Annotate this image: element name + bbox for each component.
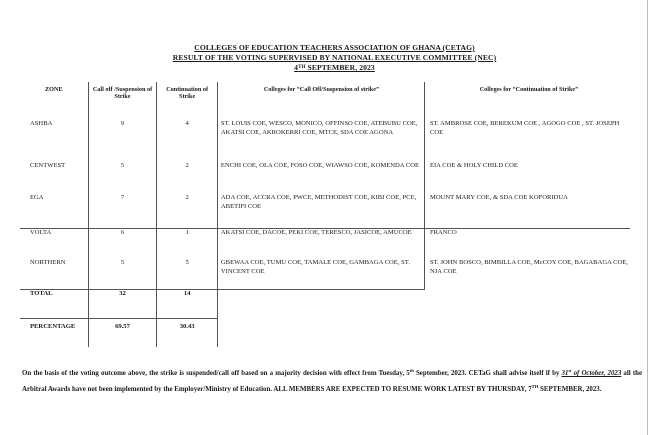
note-part-1: On the basis of the voting outcome above, the strike is suspended/call off based on a majority decision with effect from Tuesday, 5	[22, 370, 410, 377]
total-empty-cell	[424, 290, 630, 319]
col-calloff-colleges-header: Colleges for “Call Off/Suspension of strike”	[217, 82, 424, 120]
calloff-colleges-cell: ST. LOUIS COE, WESCO, MONICO, OFFINSO COE, ATEBUBU COE, AKATSI COE, AKROKERRI COE, MTCE, SDA COE AGONA	[217, 120, 424, 162]
percentage-row	[20, 319, 630, 348]
calloff-count-cell: 9	[88, 120, 157, 162]
continuation-count-cell: 5	[157, 259, 218, 290]
deadline-day: 31	[561, 370, 569, 377]
table-row	[20, 229, 630, 260]
deadline-rest: of October, 2023	[571, 370, 622, 377]
table-header-row	[20, 82, 630, 120]
org-title: COLLEGES OF EDUCATION TEACHERS ASSOCIATION OF GHANA (CETAG)	[194, 43, 475, 52]
percentage-calloff: 69.57	[88, 319, 157, 348]
col-cont-colleges-header: Colleges for “Continuation of Strike”	[479, 86, 579, 93]
calloff-count-cell: 7	[88, 194, 157, 229]
zone-cell: NORTHERN	[20, 259, 88, 290]
table-row	[20, 120, 630, 162]
note-sup-2: TH	[531, 384, 539, 389]
cont-colleges-cell: ST. AMBROSE COE, BEREKUM COE , AGOGO COE , ST. JOSEPH COE	[429, 120, 620, 136]
table-row	[20, 162, 630, 194]
col-zone-header: ZONE	[20, 82, 88, 120]
col-continuation-header: Continuation of Strike	[157, 82, 218, 120]
percentage-empty-cell	[217, 319, 424, 348]
calloff-colleges-cell: ENCHI COE, OLA COE, FOSO COE, WIAWSO COE, KOMENDA COE	[217, 162, 424, 194]
calloff-colleges-cell: ADA COE, ACCRA COE, PWCE, METHODIST COE, KIBI COE, PCE, ABETIFI COE	[217, 194, 424, 229]
continuation-count-cell: 2	[157, 162, 218, 194]
total-label: TOTAL	[20, 290, 88, 319]
percentage-label: PERCENTAGE	[20, 319, 88, 348]
date-day: 4	[294, 63, 299, 72]
deadline-sup: st	[568, 368, 572, 373]
date-rest: SEPTEMBER, 2023	[305, 63, 375, 72]
continuation-count-cell: 1	[157, 229, 218, 260]
note-sup-1: th	[409, 368, 414, 373]
calloff-count-cell: 5	[88, 259, 157, 290]
decision-note	[22, 364, 642, 396]
result-date	[0, 63, 669, 72]
calloff-count-cell: 6	[88, 229, 157, 260]
zone-cell: EGA	[20, 194, 88, 229]
percentage-empty-cell	[424, 319, 630, 348]
continuation-count-cell: 2	[157, 194, 218, 229]
result-title: RESULT OF THE VOTING SUPERVISED BY NATIONAL EXECUTIVE COMMITTEE (NEC)	[172, 53, 497, 62]
cont-colleges-cell: EIA COE & HOLY CHILD COE	[429, 162, 518, 169]
total-row	[20, 290, 630, 319]
cont-colleges-cell: FRANCO	[424, 229, 630, 260]
note-part-1b: September, 2023. CETaG shall advise itself if by	[413, 370, 562, 377]
percentage-continuation: 30.43	[157, 319, 218, 348]
calloff-colleges-cell: GBEWAA COE, TUMU COE, TAMALE COE, GAMBAGA COE, ST. VINCENT COE	[217, 259, 424, 290]
voting-results-table	[20, 82, 630, 347]
table-row	[20, 259, 630, 290]
total-calloff: 32	[88, 290, 157, 319]
note-part-2b: SEPTEMBER, 2023.	[538, 386, 602, 393]
calloff-colleges-cell: AKATSI COE, DACOE, PEKI COE, TERESCO, JASICOE, AMUCOE	[217, 229, 424, 260]
col-calloff-header: Call off /Suspension of Strike	[88, 82, 157, 120]
continuation-count-cell: 4	[157, 120, 218, 162]
total-continuation: 14	[157, 290, 218, 319]
cont-colleges-cell: ST. JOHN BOSCO, BIMBILLA COE, McCOY COE, BAGABAGA COE, NJA COE	[429, 259, 628, 275]
deadline-date	[562, 370, 622, 377]
date-suffix: TH	[298, 65, 306, 70]
total-empty-cell	[217, 290, 424, 319]
note-part-2: all the Arbitral Awards have not been implemented by the Employer/Ministry of Education. ALL MEMBERS ARE EXPECTED TO RESUME WORK LATEST BY THURSDAY, 7	[22, 370, 643, 393]
calloff-count-cell: 5	[88, 162, 157, 194]
table-row	[20, 194, 630, 229]
cont-colleges-cell: MOUNT MARY COE, & SDA COE KOFORIDUA	[429, 194, 568, 201]
zone-cell: VOLTA	[20, 229, 88, 260]
zone-cell: ASHBA	[20, 120, 88, 162]
zone-cell: CENTWEST	[20, 162, 88, 194]
